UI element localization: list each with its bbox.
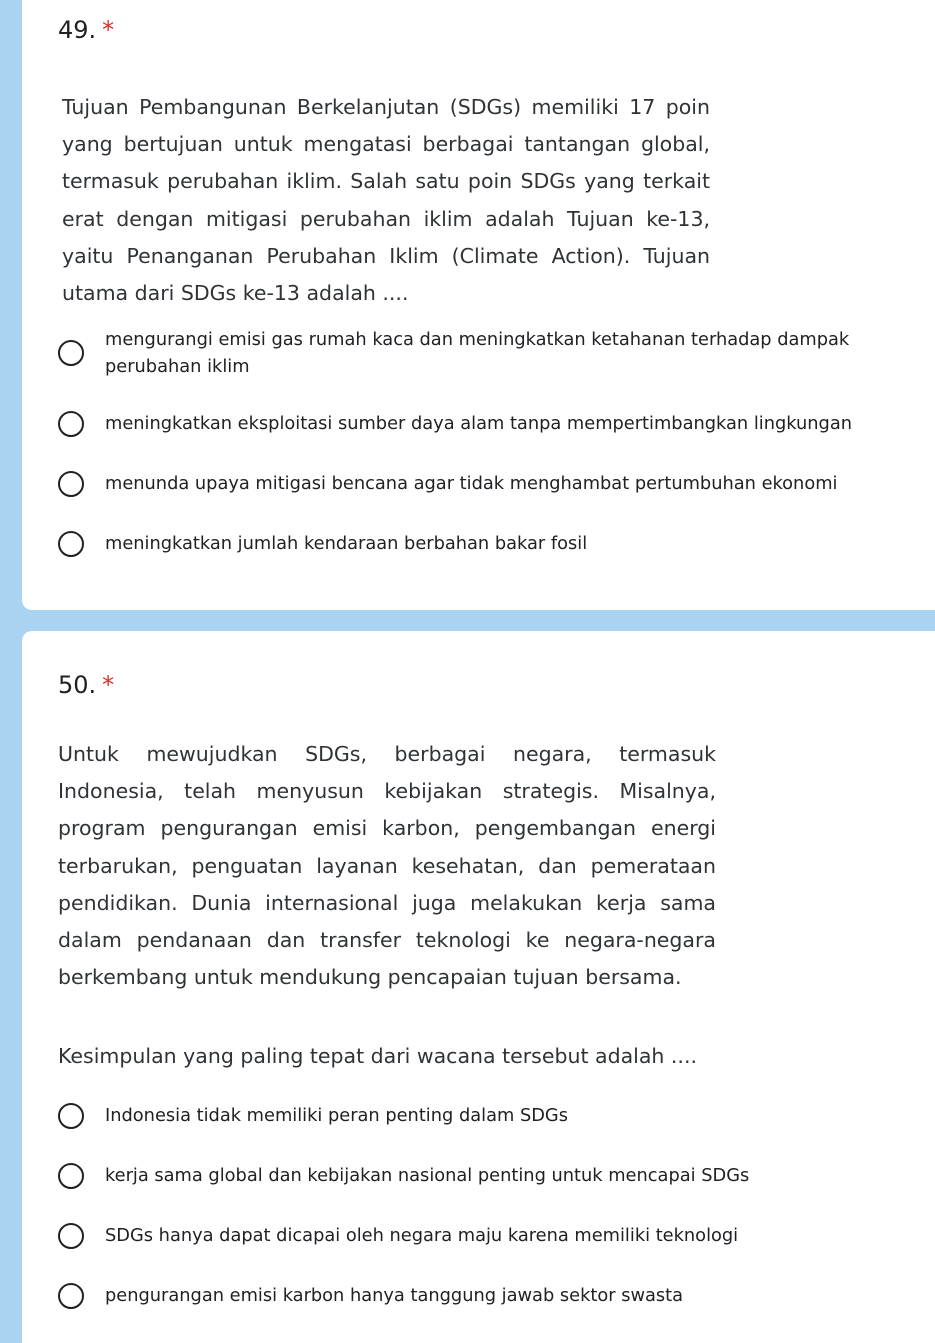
radio-button[interactable] [58,531,84,557]
question-number-49 [58,16,114,44]
option-50-a[interactable] [58,1102,915,1129]
option-label[interactable]: SDGs hanya dapat dicapai oleh negara maju karena memiliki teknologi [105,1225,739,1246]
radio-button[interactable] [58,1283,84,1309]
option-49-c[interactable] [58,470,915,497]
radio-button[interactable] [58,411,84,437]
question-card-50 [22,631,935,1343]
option-50-d[interactable] [58,1282,915,1309]
question-number-text: 49. [58,16,97,44]
option-label[interactable]: meningkatkan jumlah kendaraan berbahan bakar fosil [105,533,588,554]
question-passage-49: Tujuan Pembangunan Berkelanjutan (SDGs) memiliki 17 poin yang bertujuan untuk mengatasi berbagai tantangan global, termasuk perubahan iklim. Salah satu poin SDGs yang terkait erat dengan mitigasi perubahan iklim adalah Tujuan ke-13, yaitu Penanganan Perubahan Iklim (Climate Action). Tujuan utama dari SDGs ke-13 adalah .... [62,95,710,306]
question-card-49 [22,0,935,610]
radio-button[interactable] [58,340,84,366]
option-49-d[interactable] [58,530,915,557]
question-prompt-50: Kesimpulan yang paling tepat dari wacana tersebut adalah .... [58,1044,697,1068]
question-number-50 [58,671,114,699]
option-label[interactable]: meningkatkan eksploitasi sumber daya alam tanpa mempertimbangkan lingkungan [105,413,853,434]
question-number-text: 50. [58,671,97,699]
radio-button[interactable] [58,1163,84,1189]
radio-button[interactable] [58,1103,84,1129]
option-49-a[interactable] [58,326,915,380]
radio-button[interactable] [58,471,84,497]
option-label[interactable]: menunda upaya mitigasi bencana agar tidak menghambat pertumbuhan ekonomi [105,473,838,494]
option-label[interactable]: kerja sama global dan kebijakan nasional penting untuk mencapai SDGs [105,1165,750,1186]
option-label[interactable]: pengurangan emisi karbon hanya tanggung jawab sektor swasta [105,1285,684,1306]
required-asterisk: * [102,671,115,699]
option-50-c[interactable] [58,1222,915,1249]
radio-button[interactable] [58,1223,84,1249]
option-49-b[interactable] [58,410,915,437]
option-label[interactable]: Indonesia tidak memiliki peran penting dalam SDGs [105,1105,568,1126]
option-50-b[interactable] [58,1162,915,1189]
required-asterisk: * [102,16,115,44]
question-passage-50: Untuk mewujudkan SDGs, berbagai negara, termasuk Indonesia, telah menyusun kebijakan strategis. Misalnya, program pengurangan emisi karbon, pengembangan energi terbarukan, penguatan layanan kesehatan, dan pemerataan pendidikan. Dunia internasional juga melakukan kerja sama dalam pendanaan dan transfer teknologi ke negara-negara berkembang untuk mendukung pencapaian tujuan bersama. [58,742,716,990]
option-label[interactable]: mengurangi emisi gas rumah kaca dan meningkatkan ketahanan terhadap dampak perubahan iklim [105,329,850,377]
